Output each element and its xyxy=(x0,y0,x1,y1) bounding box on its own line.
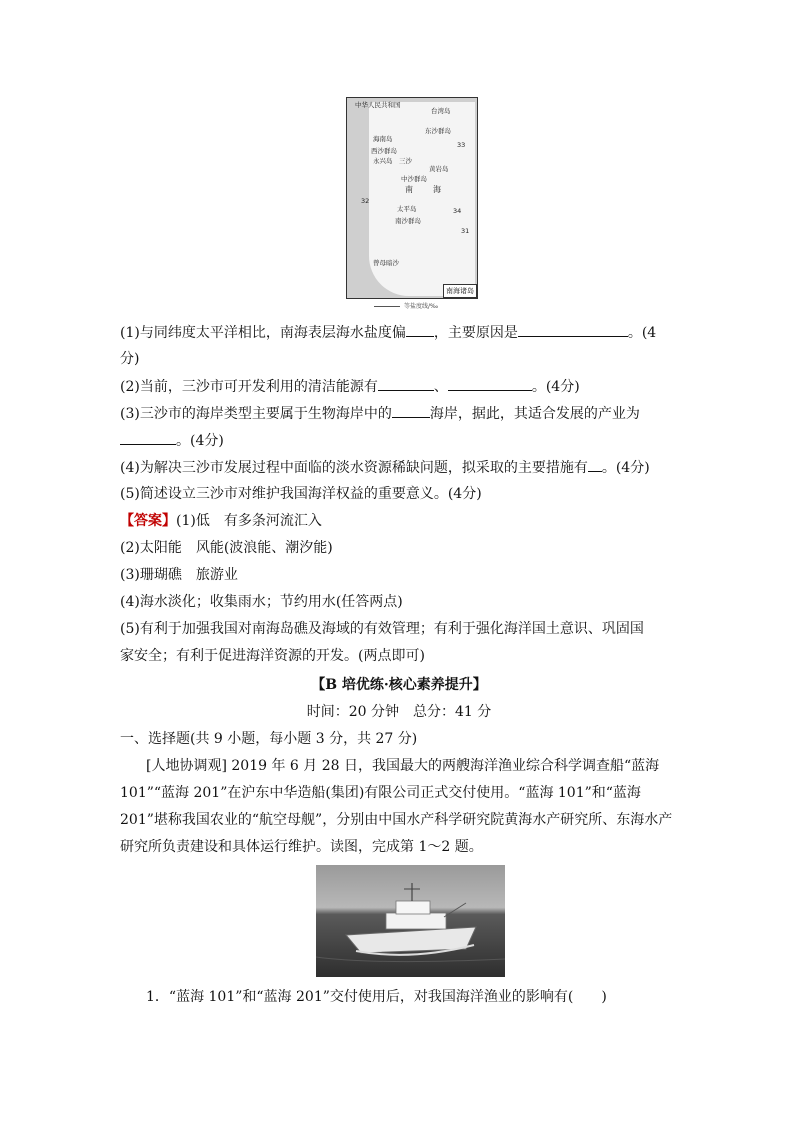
map-isoline-33: 33 xyxy=(457,141,466,149)
answer-5-cont: 家安全；有利于促进海洋资源的开发。(两点即可) xyxy=(120,648,425,664)
blank xyxy=(406,322,434,337)
map-legend xyxy=(374,301,438,310)
question-5: (5)简述设立三沙市对维护我国海洋权益的重要意义。(4分) xyxy=(120,486,482,502)
passage-line-3: 201”堪称我国农业的“航空母舰”，分别由中国水产科学研究院黄海水产研究所、东海水产 xyxy=(120,812,673,828)
answer-2: (2)太阳能 风能(波浪能、潮汐能) xyxy=(120,540,333,556)
question-4: (4)为解决三沙市发展过程中面临的淡水资源稀缺问题，拟采取的主要措施有 。(4分) xyxy=(120,457,680,478)
map-label-sansha: 三沙 xyxy=(399,157,412,165)
section-title: 【B 培优练·核心素养提升】 xyxy=(311,677,487,693)
ship-photo xyxy=(316,865,505,977)
question-3: (3)三沙市的海岸类型主要属于生物海岸中的 海岸，据此，其适合发展的产业为 xyxy=(120,403,680,424)
section-part: 一、选择题(共 9 小题，每小题 3 分，共 27 分) xyxy=(120,731,418,747)
passage-line-4: 研究所负责建设和具体运行维护。读图，完成第 1～2 题。 xyxy=(120,839,483,855)
map-inset-label: 南海诸岛 xyxy=(443,284,477,298)
choice-question-1: 1．“蓝海 101”和“蓝海 201”交付使用后，对我国海洋渔业的影响有( ) xyxy=(146,989,607,1005)
blank xyxy=(588,457,602,472)
map-label-hai: 海 xyxy=(433,185,441,194)
blank xyxy=(392,403,430,418)
map-label-huangyan: 黄岩岛 xyxy=(429,165,449,173)
question-1: (1)与同纬度太平洋相比，南海表层海水盐度偏 ，主要原因是 。(4 xyxy=(120,322,680,343)
answer-4: (4)海水淡化；收集雨水；节约用水(任答两点) xyxy=(120,594,403,610)
map-label-nansha: 南沙群岛 xyxy=(395,217,421,225)
legend-line-icon xyxy=(374,306,400,307)
map-label-taiping: 太平岛 xyxy=(397,205,417,213)
answer-3: (3)珊瑚礁 旅游业 xyxy=(120,567,238,583)
legend-text: 等盐度线/‰ xyxy=(404,303,439,310)
question-3-cont: 。(4分) xyxy=(120,430,680,451)
question-1-cont: 分) xyxy=(120,351,140,367)
answer-tag: 【答案】 xyxy=(120,513,176,529)
passage-line-1: [人地协调观] 2019 年 6 月 28 日，我国最大的两艘海洋渔业综合科学调查船“蓝海 xyxy=(146,758,660,774)
map-label-dongsha: 东沙群岛 xyxy=(425,127,451,135)
ship-illustration xyxy=(316,865,505,977)
map-label-prc: 中华人民共和国 xyxy=(355,101,401,109)
section-time: 时间：20 分钟 总分：41 分 xyxy=(306,704,492,720)
map-label-zengmu: 曾母暗沙 xyxy=(373,259,399,267)
map-isoline-31: 31 xyxy=(461,227,470,235)
map-label-yongxing: 永兴岛 xyxy=(373,157,393,165)
map-label-nan: 南 xyxy=(405,185,413,194)
map-label-xisha: 西沙群岛 xyxy=(371,147,397,155)
map-label-zhongsha: 中沙群岛 xyxy=(401,175,427,183)
map-isoline-34: 34 xyxy=(453,207,462,215)
blank xyxy=(120,430,176,445)
south-china-sea-map xyxy=(346,97,478,299)
blank xyxy=(378,376,434,391)
blank xyxy=(518,322,628,337)
passage-line-2: 101”“蓝海 201”在沪东中华造船(集团)有限公司正式交付使用。“蓝海 101”和“蓝海 xyxy=(120,785,641,801)
map-isoline-32: 32 xyxy=(361,197,370,205)
blank xyxy=(448,376,532,391)
answer-5: (5)有利于加强我国对南海岛礁及海域的有效管理；有利于强化海洋国土意识、巩固国 xyxy=(120,621,644,637)
map-label-hainan: 海南岛 xyxy=(373,135,393,143)
map-label-taiwan: 台湾岛 xyxy=(431,107,451,115)
question-2: (2)当前，三沙市可开发利用的清洁能源有 、 。(4分) xyxy=(120,376,680,397)
answer-1: 【答案】(1)低 有多条河流汇入 xyxy=(120,513,322,529)
